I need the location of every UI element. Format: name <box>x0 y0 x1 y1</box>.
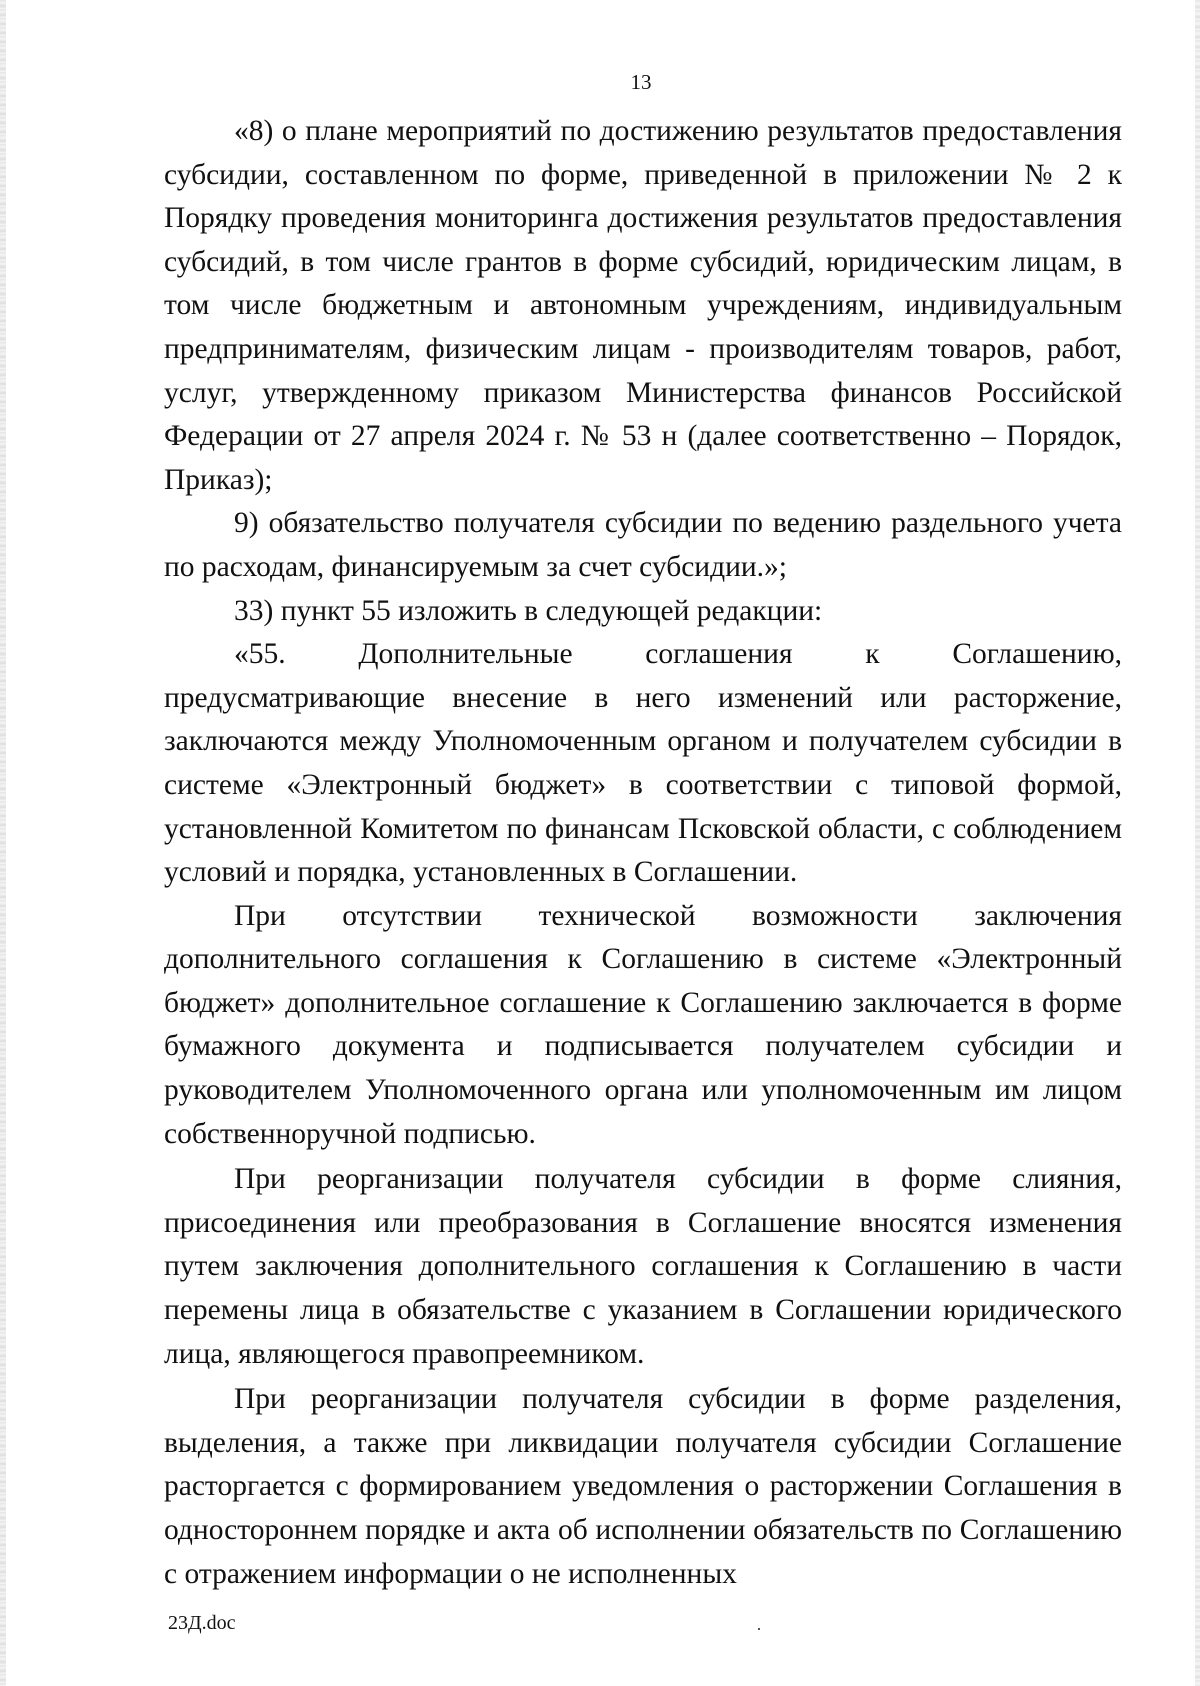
paragraph-reorganization-merger: При реорганизации получателя субсидии в форме слияния, присоединения или преобразования в Соглашение вносятся изменения путем заключения дополнительного соглашения к Соглашению в части перемены лица в обязательстве с указанием в Соглашении юридического лица, являющегося правопреемником. <box>164 1163 1122 1370</box>
scan-dot-mark <box>758 1628 760 1630</box>
paragraph-no-technical-possibility: При отсутствии технической возможности заключения дополнительного соглашения к Соглашению в системе «Электронный бюджет» дополнительное соглашение к Соглашению заключается в форме бумажного документа и подписывается получателем субсидии и руководителем Уполномоченного органа или уполномоченным им лицом собственноручной подписью. <box>164 899 1122 1150</box>
scan-edge-left <box>0 0 6 1686</box>
footer-filename: 23Д.doc <box>168 1612 236 1634</box>
paragraph-item-9: 9) обязательство получателя субсидии по ведению раздельного учета по расходам, финансируемым за счет субсидии.»; <box>164 507 1122 583</box>
paragraph-reorganization-division: При реорганизации получателя субсидии в форме разделения, выделения, а также при ликвидации получателя субсидии Соглашение расторгается с формированием уведомления о расторжении Соглашения в одностороннем порядке и акта об исполнении обязательств по Соглашению с отражением информации о не исполненных <box>164 1383 1122 1590</box>
document-body <box>164 110 1122 1596</box>
paragraph-point-33: 33) пункт 55 изложить в следующей редакции: <box>234 594 823 627</box>
paragraph-item-8: «8) о плане мероприятий по достижению результатов предоставления субсидии, составленном по форме, приведенной в приложении № 2 к Порядку проведения мониторинга достижения результатов предоставления субсидий, в том числе грантов в форме субсидий, юридическим лицам, в том числе бюджетным и автономным учреждениям, индивидуальным предпринимателям, физическим лицам - производителям товаров, работ, услуг, утвержденному приказом Министерства финансов Российской Федерации от 27 апреля 2024 г. № 53 н (далее соответственно – Порядок, Приказ); <box>164 115 1122 496</box>
paragraph-point-55: «55. Дополнительные соглашения к Соглашению, предусматривающие внесение в него изменений или расторжение, заключаются между Уполномоченным органом и получателем субсидии в системе «Электронный бюджет» в соответствии с типовой формой, установленной Комитетом по финансам Псковской области, с соблюдением условий и порядка, установленных в Соглашении. <box>164 638 1122 889</box>
scan-edge-right <box>1195 0 1200 1686</box>
page-number: 13 <box>630 70 652 94</box>
